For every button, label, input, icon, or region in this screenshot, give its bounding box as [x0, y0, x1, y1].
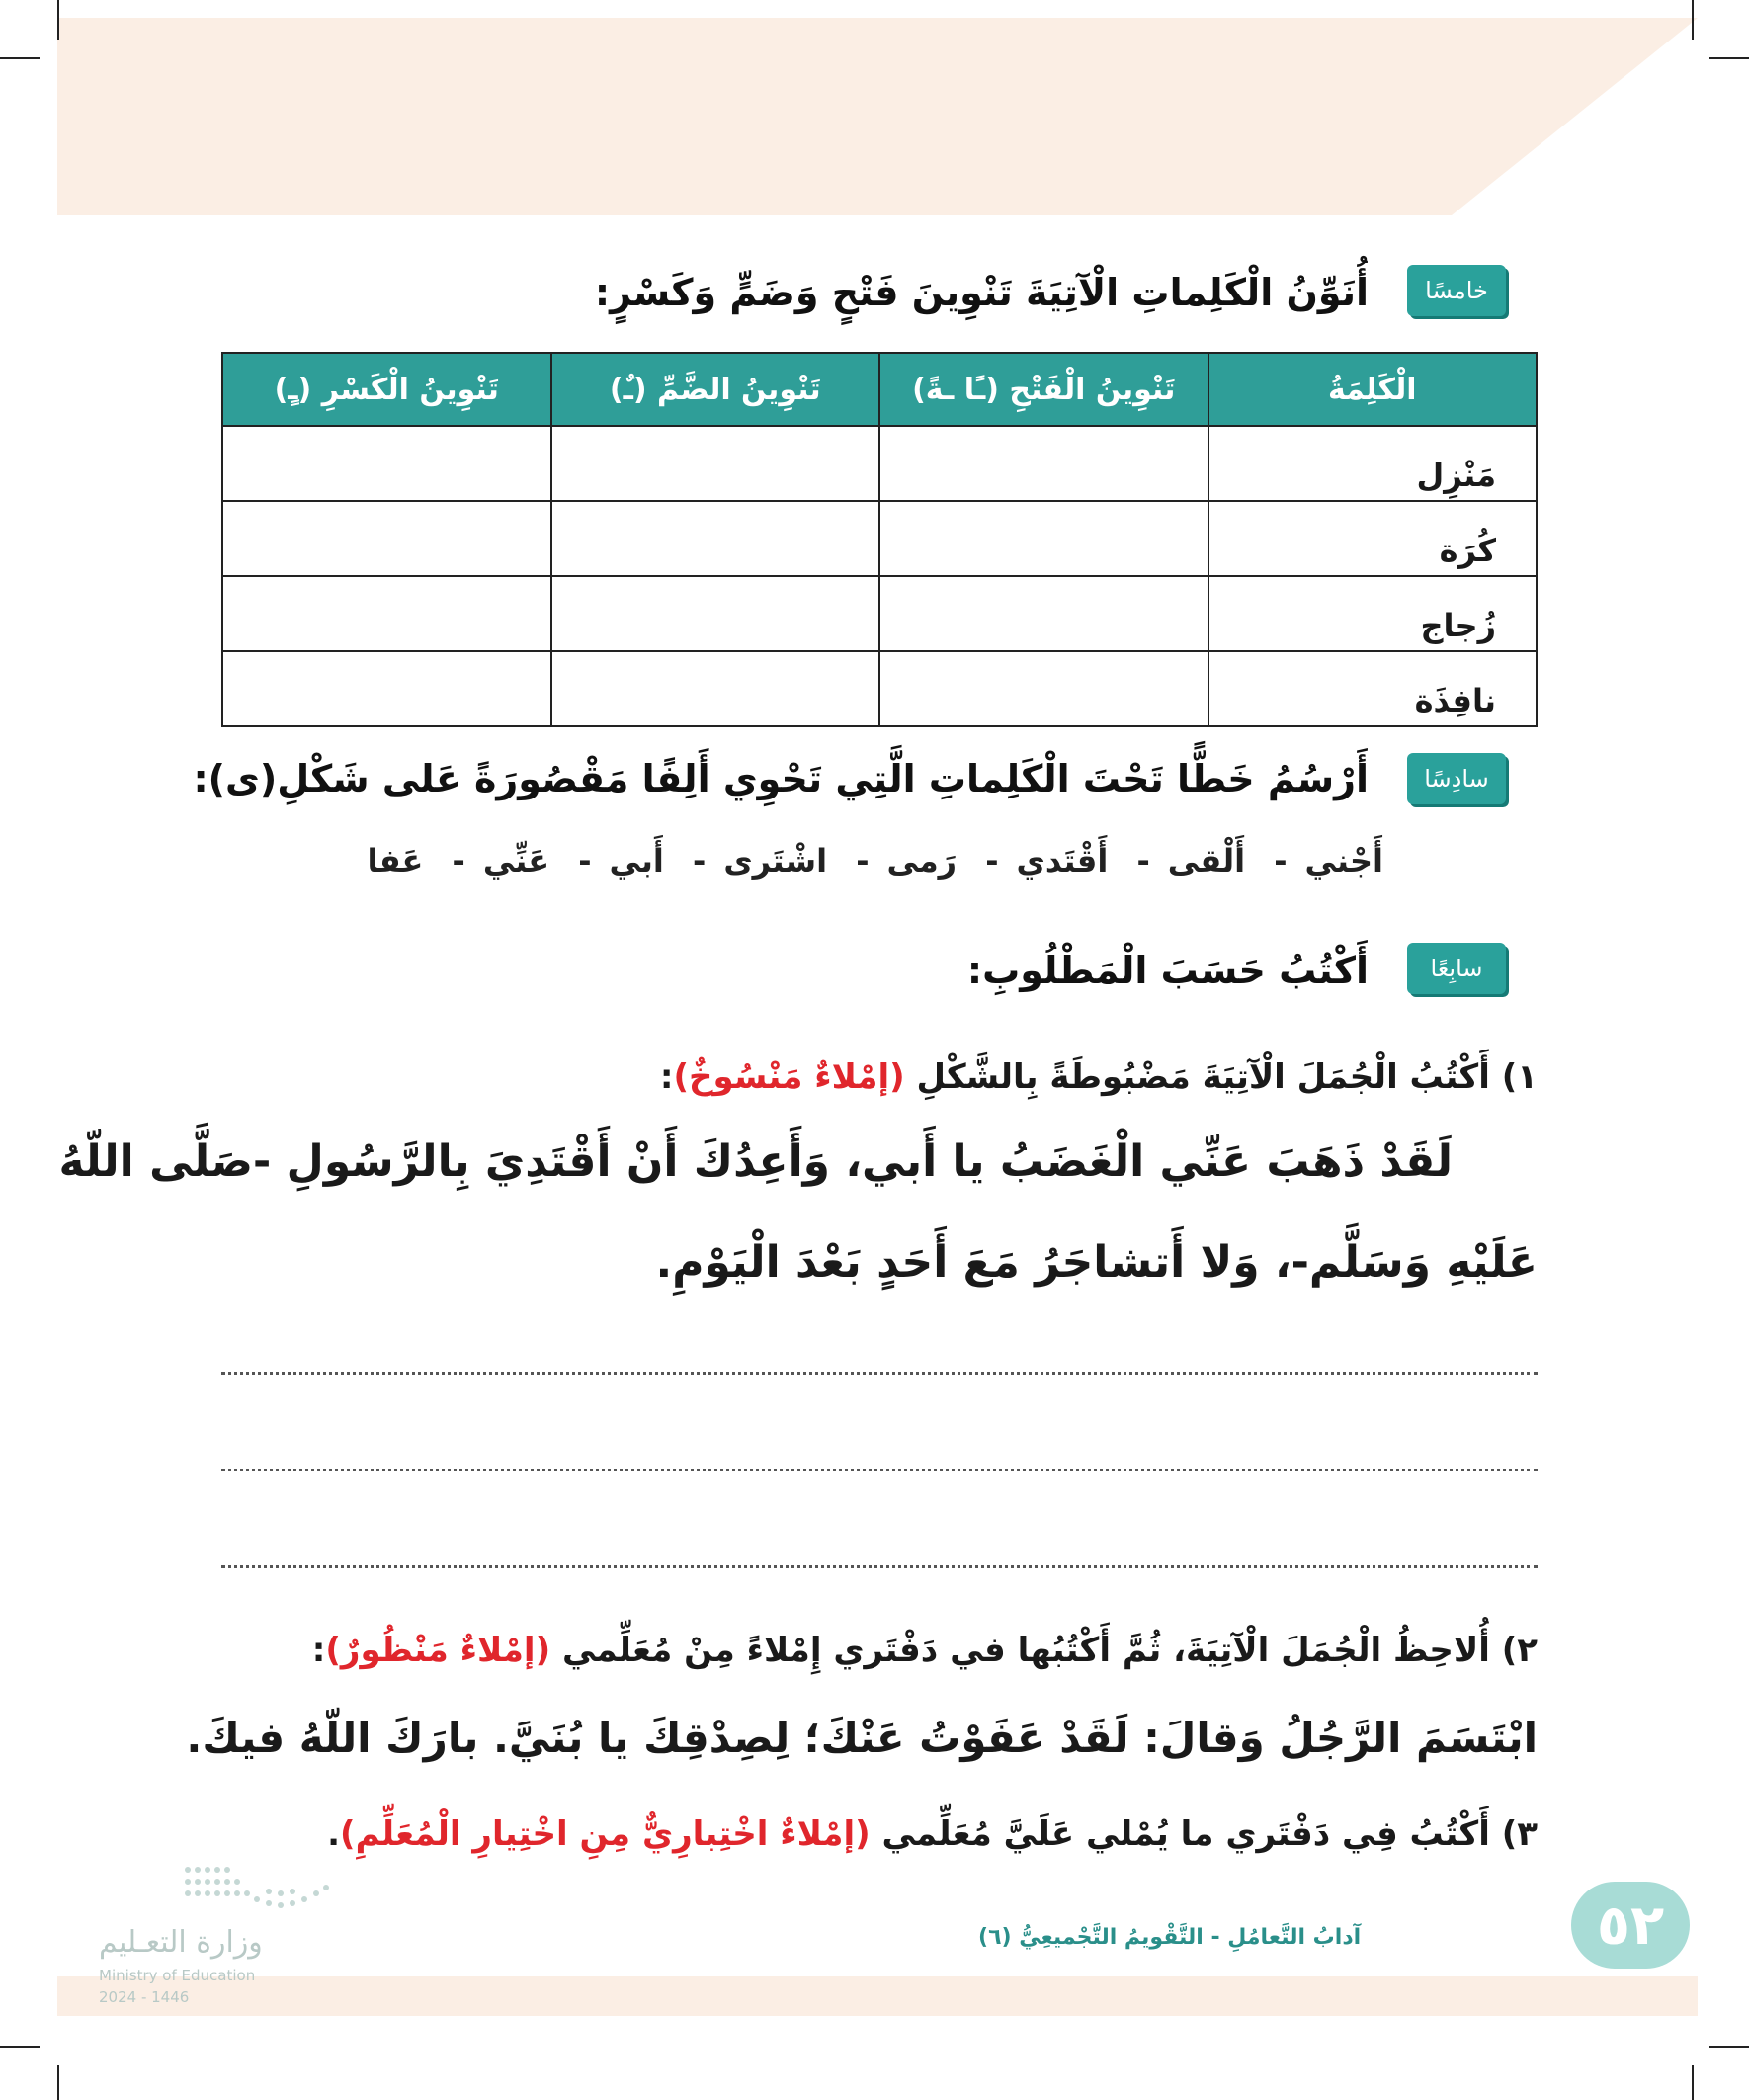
word-cell: زُجاج	[1208, 576, 1538, 651]
footer-title: آدابُ التَّعامُلِ - التَّقْويمُ التَّجْميعِيُّ (٦)	[978, 1925, 1362, 1950]
ministry-name-ar: وزارة التعـليم	[99, 1925, 263, 1960]
page-number: ٥٢	[1571, 1882, 1690, 1969]
crop-mark	[1709, 57, 1749, 59]
item2-prefix: ٢) أُلاحِظُ الْجُمَلَ الْآتِيَةَ، ثُمَّ أَكْتُبُها في دَفْتَري إِمْلاءً مِنْ مُعَلِّمي	[561, 1631, 1538, 1670]
list-item[interactable]: عَفا	[367, 842, 424, 880]
section5-title: أُنَوِّنُ الْكَلِماتِ الْآتِيَةَ تَنْوِينَ فَتْحٍ وَضَمٍّ وَكَسْرٍ:	[594, 271, 1369, 314]
list-item[interactable]: رَمى	[886, 842, 958, 880]
section6-badge: سادِسًا	[1407, 753, 1506, 804]
table-row	[222, 576, 1537, 651]
word-cell: مَنْزِل	[1208, 426, 1538, 501]
item1-text-line2: عَلَيْهِ وَسَلَّم-، وَلا أَتشاجَرُ مَعَ أَحَدٍ بَعْدَ الْيَوْمِ.	[655, 1237, 1538, 1288]
edition-year: 2024 - 1446	[99, 1988, 190, 2006]
crop-mark	[1692, 0, 1694, 40]
table-row	[222, 426, 1537, 501]
answer-cell[interactable]	[222, 576, 551, 651]
header-band	[57, 18, 1698, 215]
word-cell: نافِذَة	[1208, 651, 1538, 726]
col-header-kasra: تَنْوِينُ الْكَسْرِ (ـٍ)	[222, 353, 551, 426]
answer-cell[interactable]	[551, 501, 880, 576]
answer-cell[interactable]	[222, 501, 551, 576]
item2-label: (إمْلاءٌ مَنْظُورٌ)	[325, 1631, 551, 1670]
ministry-name-en: Ministry of Education	[99, 1967, 256, 1984]
col-header-word: الْكَلِمَةُ	[1208, 353, 1538, 426]
separator: -	[578, 842, 592, 880]
list-item[interactable]: أَبي	[609, 842, 664, 880]
crop-mark	[1692, 2065, 1694, 2100]
item3-suffix: .	[327, 1814, 341, 1854]
separator: -	[452, 842, 465, 880]
writing-line[interactable]	[221, 1565, 1538, 1568]
answer-cell[interactable]	[551, 576, 880, 651]
col-header-damma: تَنْوِينُ الضَّمِّ (ـٌ)	[551, 353, 880, 426]
item2-instruction	[312, 1631, 1538, 1670]
crop-mark	[1709, 2046, 1749, 2048]
section7-badge: سابِعًا	[1407, 943, 1506, 994]
item3-prefix: ٣) أَكْتُبُ فِي دَفْتَري ما يُمْلي عَلَيَّ مُعَلِّمي	[881, 1814, 1538, 1854]
crop-mark	[0, 57, 40, 59]
list-item[interactable]: أَقْتَدي	[1016, 842, 1109, 880]
item1-label: (إمْلاءٌ مَنْسُوخٌ)	[673, 1057, 905, 1097]
list-item[interactable]: أَجْني	[1304, 842, 1383, 880]
item1-text-line1: لَقَدْ ذَهَبَ عَنِّي الْغَضَبُ يا أَبي، وَأَعِدُكَ أَنْ أَقْتَدِيَ بِالرَّسُولِ -صَلَّى اللّهُ	[58, 1136, 1453, 1187]
list-item[interactable]: أَلْقى	[1167, 842, 1246, 880]
writing-line[interactable]	[221, 1372, 1538, 1375]
section7-title: أَكْتُبُ حَسَبَ الْمَطْلُوبِ:	[966, 949, 1369, 992]
crop-mark	[0, 2046, 40, 2048]
table-row	[222, 651, 1537, 726]
item3-instruction	[327, 1814, 1538, 1854]
col-header-fatha: تَنْوِينُ الْفَتْحِ (ـًا ـةً)	[879, 353, 1208, 426]
list-item[interactable]: عَنِّي	[482, 842, 550, 880]
answer-cell[interactable]	[551, 651, 880, 726]
item1-suffix: :	[659, 1057, 674, 1097]
word-cell: كُرَة	[1208, 501, 1538, 576]
separator: -	[1274, 842, 1288, 880]
footer-band	[57, 1976, 1698, 2016]
separator: -	[985, 842, 999, 880]
word-list	[367, 842, 1383, 880]
separator: -	[856, 842, 870, 880]
table-row	[222, 501, 1537, 576]
answer-cell[interactable]	[222, 426, 551, 501]
answer-cell[interactable]	[222, 651, 551, 726]
list-item[interactable]: اشْتَرى	[723, 842, 828, 880]
crop-mark	[57, 0, 59, 40]
answer-cell[interactable]	[879, 576, 1208, 651]
section5-badge: خامسًا	[1407, 265, 1506, 316]
writing-line[interactable]	[221, 1469, 1538, 1471]
crop-mark	[57, 2065, 59, 2100]
item3-label: (إمْلاءٌ اخْتِبارِيٌّ مِنِ اخْتِيارِ الْمُعَلِّمِ)	[340, 1814, 871, 1854]
answer-cell[interactable]	[879, 426, 1208, 501]
item1-prefix: ١) أَكْتُبُ الْجُمَلَ الْآتِيَةَ مَضْبُوطَةً بِالشَّكْلِ	[916, 1057, 1538, 1097]
section6-title: أَرْسُمُ خَطًّا تَحْتَ الْكَلِماتِ الَّتِي تَحْوِي أَلِفًا مَقْصُورَةً عَلى شَكْلِ(ى):	[193, 757, 1369, 800]
ministry-logo-icon	[178, 1860, 356, 1919]
answer-cell[interactable]	[879, 501, 1208, 576]
item1-instruction	[660, 1057, 1538, 1097]
item2-suffix: :	[311, 1631, 326, 1670]
answer-cell[interactable]	[551, 426, 880, 501]
answer-cell[interactable]	[879, 651, 1208, 726]
separator: -	[693, 842, 707, 880]
table-header-row	[222, 353, 1537, 426]
separator: -	[1136, 842, 1150, 880]
item2-text: ابْتَسَمَ الرَّجُلُ وَقالَ: لَقَدْ عَفَوْتُ عَنْكَ؛ لِصِدْقِكَ يا بُنَيَّ. بارَكَ اللّهُ فيكَ.	[186, 1714, 1538, 1762]
tanween-table	[221, 352, 1538, 727]
